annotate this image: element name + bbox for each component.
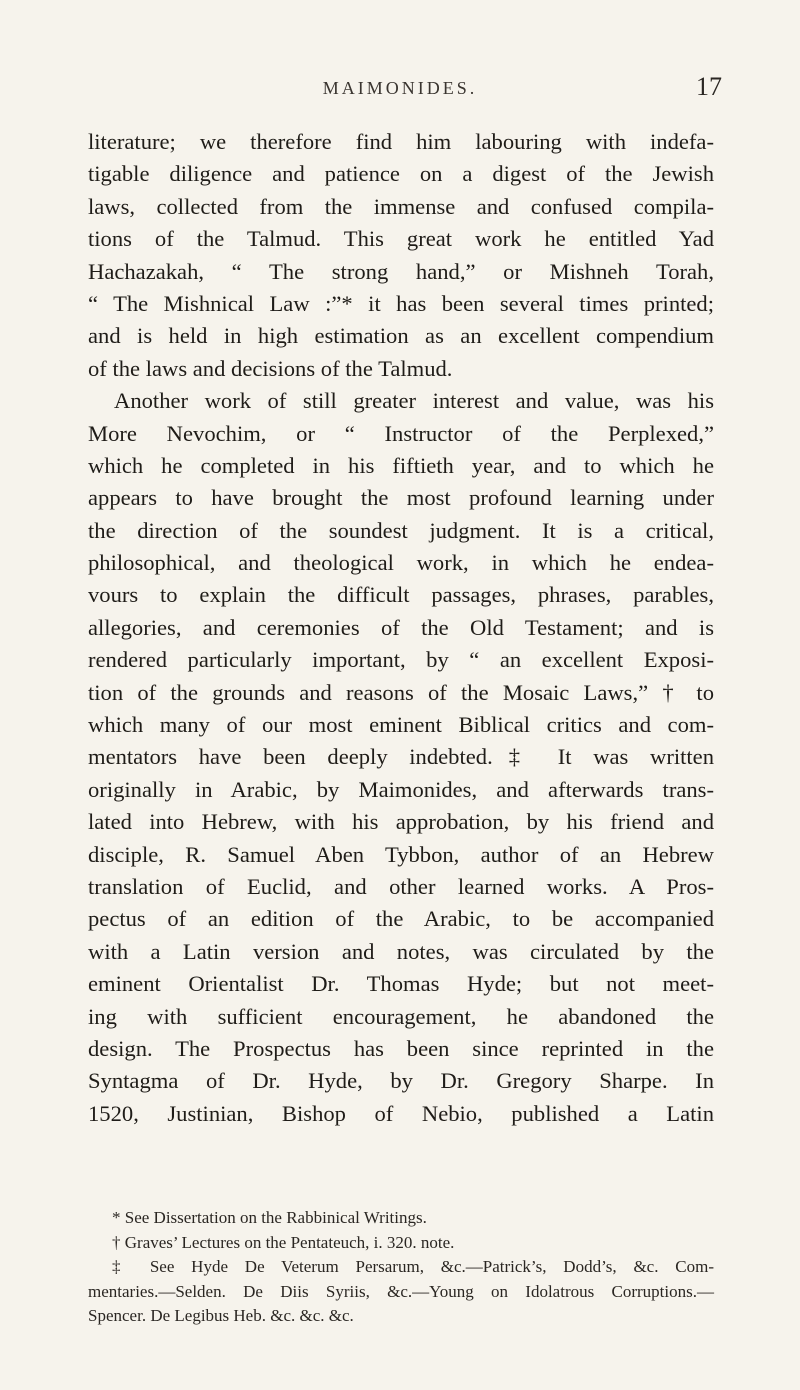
text-line: with a Latin version and notes, was circulated by the: [88, 938, 714, 964]
text-line: “ The Mishnical Law :”* it has been several times printed;: [88, 290, 714, 316]
text-line: the direction of the soundest judgment. It is a critical,: [88, 517, 714, 543]
footnotes: [88, 1206, 714, 1329]
page-header: [0, 74, 800, 108]
page-number: 17: [696, 72, 722, 101]
text-line: ing with sufficient encouragement, he abandoned the: [88, 1003, 714, 1029]
footnote: ‡ See Hyde De Veterum Persarum, &c.—Patrick’s, Dodd’s, &c. Com-: [112, 1257, 714, 1277]
text-line: Syntagma of Dr. Hyde, by Dr. Gregory Sharpe. In: [88, 1068, 714, 1094]
text-line: rendered particularly important, by “ an excellent Exposi-: [88, 647, 714, 673]
text-line: design. The Prospectus has been since reprinted in the: [88, 1035, 714, 1061]
text-line: allegories, and ceremonies of the Old Testament; and is: [88, 614, 714, 640]
text-line: eminent Orientalist Dr. Thomas Hyde; but not meet-: [88, 971, 714, 997]
text-line: tion of the grounds and reasons of the Mosaic Laws,” † to: [88, 679, 714, 705]
text-line: and is held in high estimation as an excellent compendium: [88, 323, 714, 349]
text-line: Hachazakah, “ The strong hand,” or Mishneh Torah,: [88, 258, 714, 284]
text-line: disciple, R. Samuel Aben Tybbon, author of an Hebrew: [88, 841, 714, 867]
text-line: 1520, Justinian, Bishop of Nebio, published a Latin: [88, 1100, 714, 1126]
text-line: literature; we therefore find him labouring with indefa-: [88, 129, 714, 154]
text-line: translation of Euclid, and other learned works. A Pros-: [88, 873, 714, 899]
footnote-continuation: mentaries.—Selden. De Diis Syriis, &c.—Young on Idolatrous Corruptions.—: [88, 1281, 714, 1301]
text-line: which many of our most eminent Biblical critics and com-: [88, 712, 714, 738]
text-line: mentators have been deeply indebted.‡ It was written: [88, 744, 714, 770]
text-line: laws, collected from the immense and confused compila-: [88, 193, 714, 219]
footnote-continuation: Spencer. De Legibus Heb. &c. &c. &c.: [88, 1306, 354, 1326]
text-line: More Nevochim, or “ Instructor of the Perplexed,”: [88, 420, 714, 446]
running-head: MAIMONIDES.: [322, 78, 478, 98]
text-line: which he completed in his fiftieth year, and to which he: [88, 452, 714, 478]
text-line: pectus of an edition of the Arabic, to be accompanied: [88, 906, 714, 932]
text-line: vours to explain the difficult passages, phrases, parables,: [88, 582, 714, 608]
text-line: tigable diligence and patience on a digest of the Jewish: [88, 161, 714, 187]
footnote: † Graves’ Lectures on the Pentateuch, i. 320. note.: [112, 1232, 455, 1252]
text-line: lated into Hebrew, with his approbation, by his friend and: [88, 809, 714, 835]
body-text: [88, 126, 714, 1130]
text-line: originally in Arabic, by Maimonides, and afterwards trans-: [88, 776, 714, 802]
text-line: Another work of still greater interest and value, was his: [114, 388, 714, 414]
text-line: philosophical, and theological work, in which he endea-: [88, 550, 714, 576]
text-line: appears to have brought the most profound learning under: [88, 485, 714, 511]
footnote: * See Dissertation on the Rabbinical Writings.: [112, 1208, 427, 1227]
text-line: tions of the Talmud. This great work he entitled Yad: [88, 226, 714, 252]
text-line: of the laws and decisions of the Talmud.: [88, 355, 453, 381]
